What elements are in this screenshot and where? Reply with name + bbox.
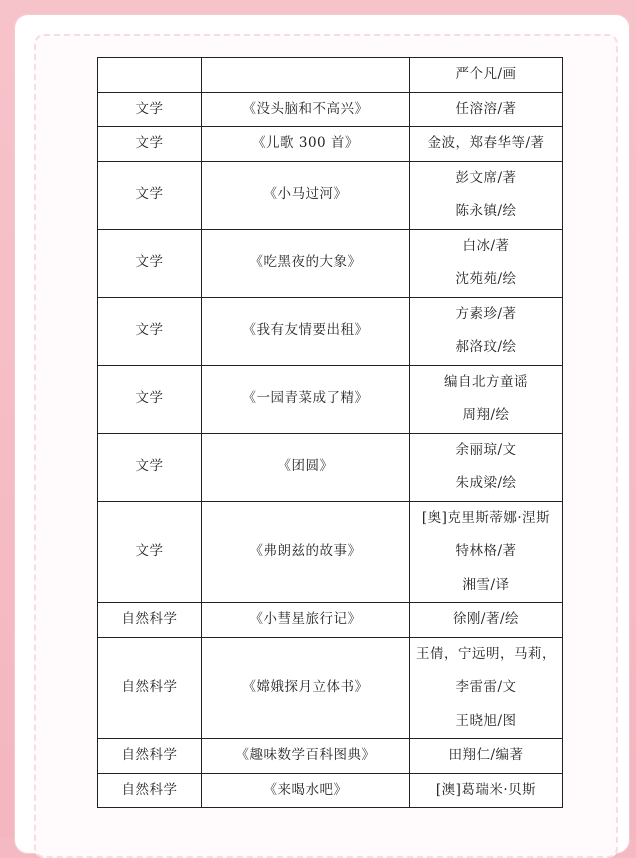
category-text: 文学 <box>135 458 164 475</box>
credit-line: 李雷雷/文 <box>455 679 517 695</box>
category-cell <box>98 58 202 93</box>
table-row <box>98 603 563 638</box>
book-title: 《弗朗兹的故事》 <box>249 543 362 559</box>
table-row <box>98 58 563 93</box>
credit-line: 陈永镇/绘 <box>455 203 517 219</box>
credit-line: 田翔仁/编著 <box>448 747 524 763</box>
title-cell <box>202 297 410 365</box>
table-row <box>98 773 563 808</box>
book-list-table <box>97 57 563 808</box>
title-cell <box>202 161 410 229</box>
category-text: 自然科学 <box>121 611 178 627</box>
category-cell <box>98 365 202 433</box>
credit-line: [奥]克里斯蒂娜·涅斯 <box>421 509 551 526</box>
credit-line: 湘雪/译 <box>462 576 510 593</box>
category-cell <box>98 161 202 229</box>
credit-line: 方素珍/著 <box>455 305 517 322</box>
category-cell <box>98 92 202 127</box>
category-cell <box>98 297 202 365</box>
title-cell <box>202 739 410 774</box>
title-cell <box>202 365 410 433</box>
book-title <box>202 58 409 92</box>
table-row <box>98 229 563 297</box>
credits-cell <box>410 739 563 774</box>
category-text <box>98 58 201 92</box>
credit-line: 任溶溶/著 <box>455 100 517 117</box>
book-title: 《小马过河》 <box>263 186 348 203</box>
table-row <box>98 433 563 501</box>
category-text: 文学 <box>135 186 164 203</box>
credit-line: 王晓旭/图 <box>455 712 517 729</box>
credits-cell <box>410 229 563 297</box>
credits-cell <box>410 773 563 808</box>
category-text: 文学 <box>135 390 164 407</box>
credits-cell <box>410 365 563 433</box>
title-cell <box>202 603 410 638</box>
table-row <box>98 127 563 162</box>
credit-line: 编自北方童谣 <box>444 373 528 390</box>
category-text: 自然科学 <box>121 781 178 798</box>
title-cell <box>202 637 410 739</box>
title-cell <box>202 229 410 297</box>
title-cell <box>202 773 410 808</box>
category-cell <box>98 501 202 603</box>
title-cell <box>202 433 410 501</box>
credit-line: 彭文席/著 <box>455 169 517 186</box>
category-cell <box>98 603 202 638</box>
table-row <box>98 501 563 603</box>
credit-line: 金波，郑春华等/著 <box>427 135 545 151</box>
table-row <box>98 161 563 229</box>
credits-cell <box>410 637 563 739</box>
book-title: 《小彗星旅行记》 <box>249 611 362 627</box>
title-cell <box>202 58 410 93</box>
credits-cell <box>410 433 563 501</box>
book-title: 《来喝水吧》 <box>263 781 348 798</box>
book-title: 《一园青菜成了精》 <box>242 390 369 407</box>
credit-line: 徐刚/著/绘 <box>452 611 520 627</box>
credit-line: 余丽琼/文 <box>455 441 517 458</box>
category-text: 自然科学 <box>121 679 178 695</box>
credit-line: [澳]葛瑞米·贝斯 <box>435 781 537 798</box>
book-title: 《嫦娥探月立体书》 <box>242 679 369 695</box>
book-title: 《儿歌 300 首》 <box>252 135 359 151</box>
table-row <box>98 92 563 127</box>
book-title: 《吃黑夜的大象》 <box>249 254 362 271</box>
category-cell <box>98 773 202 808</box>
category-cell <box>98 433 202 501</box>
table-row <box>98 739 563 774</box>
book-title: 《没头脑和不高兴》 <box>242 100 369 117</box>
title-cell <box>202 92 410 127</box>
book-title: 《我有友情要出租》 <box>242 322 369 339</box>
table-row <box>98 365 563 433</box>
table-row <box>98 297 563 365</box>
credit-line: 严个凡/画 <box>455 66 517 82</box>
table-row <box>98 637 563 739</box>
credit-line: 沈苑苑/绘 <box>455 271 517 287</box>
credits-cell <box>410 161 563 229</box>
credits-cell <box>410 58 563 93</box>
category-cell <box>98 229 202 297</box>
credit-line: 王倩，宁远明，马莉， <box>416 645 556 662</box>
credit-line: 周翔/绘 <box>462 407 510 423</box>
credit-line: 郝洛玟/绘 <box>455 339 517 355</box>
credits-cell <box>410 603 563 638</box>
book-title: 《趣味数学百科图典》 <box>235 747 376 763</box>
credit-line: 白冰/著 <box>462 237 510 254</box>
credit-line: 特林格/著 <box>455 543 517 559</box>
credit-line: 朱成梁/绘 <box>455 475 517 491</box>
category-text: 文学 <box>135 254 164 271</box>
category-text: 文学 <box>135 543 164 559</box>
title-cell <box>202 127 410 162</box>
category-cell <box>98 739 202 774</box>
credits-cell <box>410 501 563 603</box>
category-text: 文学 <box>135 322 164 339</box>
credits-cell <box>410 92 563 127</box>
category-text: 文学 <box>135 100 164 117</box>
category-cell <box>98 637 202 739</box>
category-cell <box>98 127 202 162</box>
title-cell <box>202 501 410 603</box>
book-title: 《团圆》 <box>277 458 334 475</box>
category-text: 文学 <box>135 135 164 151</box>
category-text: 自然科学 <box>121 747 178 763</box>
credits-cell <box>410 127 563 162</box>
credits-cell <box>410 297 563 365</box>
